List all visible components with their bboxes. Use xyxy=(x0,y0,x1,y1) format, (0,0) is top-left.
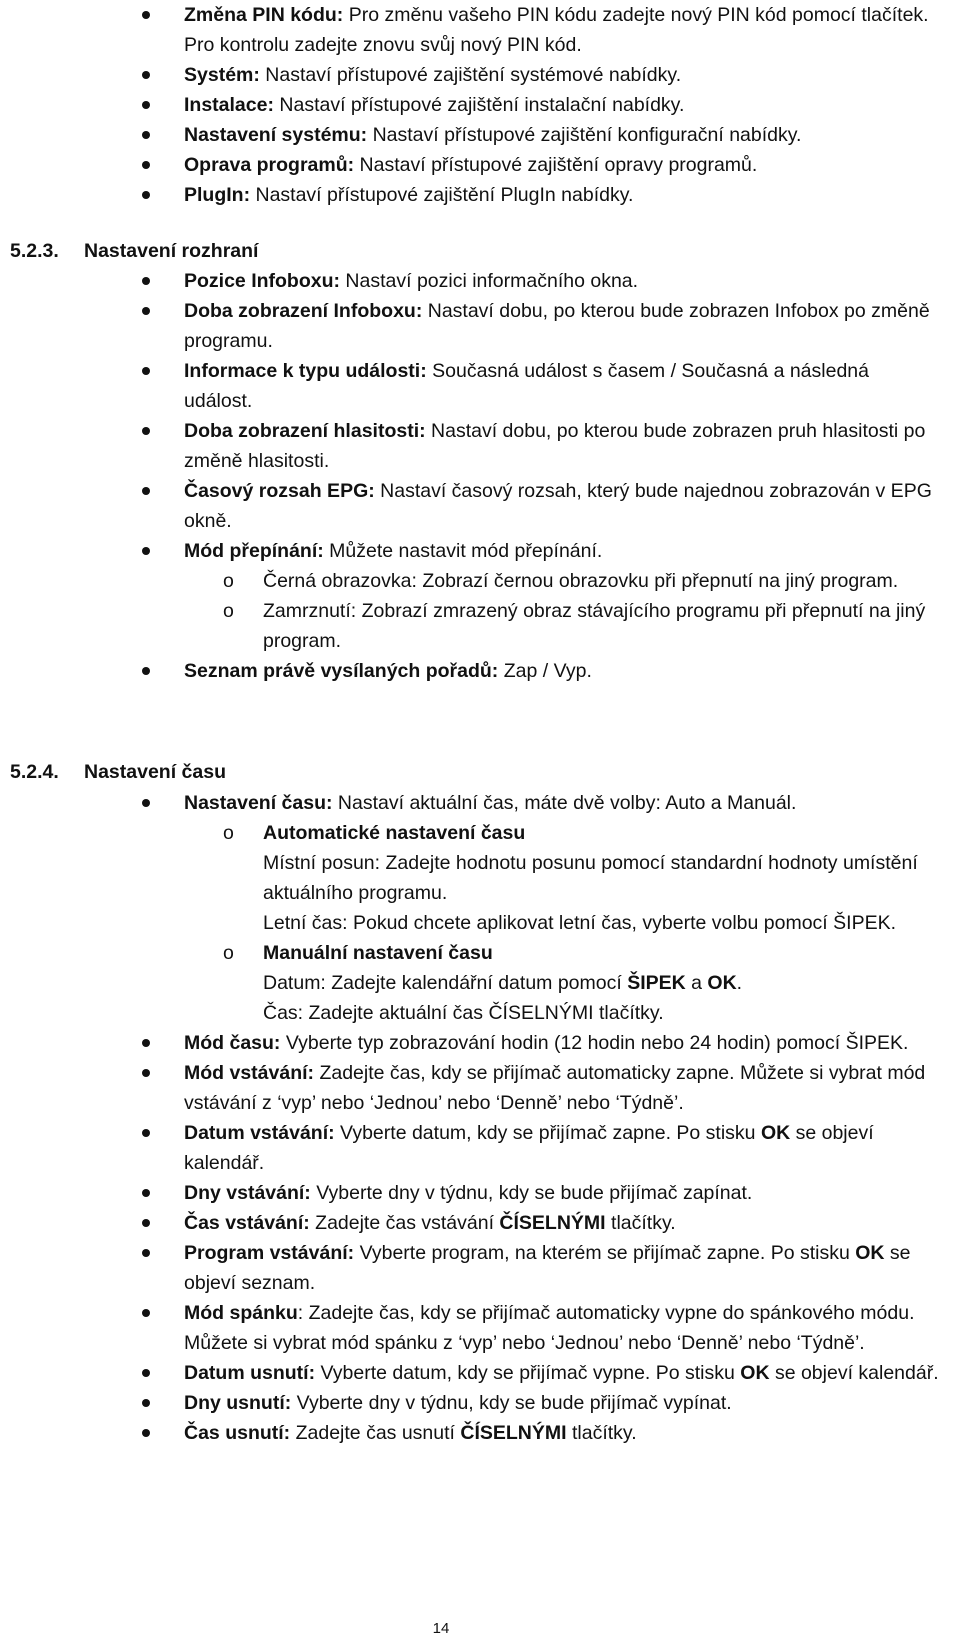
item-bold: ČÍSELNÝMI xyxy=(460,1422,567,1444)
item-text-2: se objeví kalendář. xyxy=(184,1122,874,1174)
item-text: Vyberte dny v týdnu, kdy se bude přijímač vypínat. xyxy=(291,1392,732,1414)
section-title: Nastavení rozhraní xyxy=(84,240,259,262)
item-term: Pozice Infoboxu: xyxy=(184,270,340,292)
item-term: Seznam právě vysílaných pořadů: xyxy=(184,660,499,682)
list-item xyxy=(0,356,960,416)
section-number: 5.2.4. xyxy=(10,761,59,783)
item-text: Vyberte dny v týdnu, kdy se bude přijímač zapínat. xyxy=(310,1182,753,1204)
item-term: Mód času: xyxy=(184,1032,281,1054)
list-item xyxy=(0,120,960,150)
time-text: Čas: Zadejte aktuální čas ČÍSELNÝMI tlačítky. xyxy=(263,1002,664,1024)
item-text: Vyberte typ zobrazování hodin (12 hodin nebo 24 hodin) pomocí ŠIPEK. xyxy=(280,1032,909,1054)
item-text: Nastaví dobu, po kterou bude zobrazen pruh hlasitosti po změně hlasitosti. xyxy=(184,420,926,472)
item-term: Dny vstávání: xyxy=(184,1182,311,1204)
list-item xyxy=(0,296,960,356)
list-item xyxy=(0,1298,960,1358)
section-number: 5.2.3. xyxy=(10,240,59,262)
item-term: Oprava programů: xyxy=(184,154,355,176)
page-number: 14 xyxy=(432,1620,450,1637)
item-text: Současná událost s časem / Současná a následná událost. xyxy=(184,360,869,412)
list-item xyxy=(0,1028,960,1058)
item-text: Vyberte datum, kdy se přijímač vypne. Po stisku xyxy=(315,1362,741,1384)
circle-bullet-icon: o xyxy=(223,822,234,844)
item-text-2: se objeví kalendář. xyxy=(769,1362,939,1384)
item-bold: ČÍSELNÝMI xyxy=(499,1212,606,1234)
item-term: Datum usnutí: xyxy=(184,1362,316,1384)
item-text-2: se objeví seznam. xyxy=(184,1242,911,1294)
item-term: Doba zobrazení Infoboxu: xyxy=(184,300,423,322)
list-item xyxy=(0,1058,960,1118)
item-text: Zadejte čas, kdy se přijímač automaticky zapne. Můžete si vybrat mód vstávání z ‘vyp’ nebo ‘Jednou’ nebo ‘Denně’ nebo ‘Týdně’. xyxy=(184,1062,926,1114)
sub-item-text: Černá obrazovka: Zobrazí černou obrazovku při přepnutí na jiný program. xyxy=(263,570,899,592)
item-text: Nastaví aktuální čas, máte dvě volby: Auto a Manuál. xyxy=(332,792,797,814)
date-text-b: ŠIPEK xyxy=(627,972,686,994)
local-offset-text: Místní posun: Zadejte hodnotu posunu pomocí standardní hodnoty umístění aktuálního programu. xyxy=(263,852,918,904)
item-text: Zadejte čas usnutí xyxy=(290,1422,461,1444)
item-text: Nastaví časový rozsah, který bude najednou zobrazován v EPG okně. xyxy=(184,480,932,532)
sub-list-item xyxy=(181,818,940,938)
item-text: Můžete nastavit mód přepínání. xyxy=(323,540,603,562)
list-item xyxy=(0,90,960,120)
item-term: PlugIn: xyxy=(184,184,251,206)
item-text: Zap / Vyp. xyxy=(498,660,592,682)
item-text: Nastaví přístupové zajištění PlugIn nabídky. xyxy=(250,184,634,206)
sub-list-item xyxy=(181,566,940,596)
list-item xyxy=(0,1388,960,1418)
item-bold: OK xyxy=(760,1122,791,1144)
item-term: Nastavení systému: xyxy=(184,124,368,146)
circle-bullet-icon: o xyxy=(223,942,234,964)
list-item xyxy=(0,536,960,656)
item-text: Pro změnu vašeho PIN kódu zadejte nový PIN kód pomocí tlačítek. Pro kontrolu zadejte znovu svůj nový PIN kód. xyxy=(184,4,929,56)
sub-list-item xyxy=(181,596,940,656)
sub-item-text: Zamrznutí: Zobrazí zmrazený obraz stávajícího programu při přepnutí na jiný program. xyxy=(263,600,926,652)
manual-time-title: Manuální nastavení času xyxy=(263,942,493,964)
list-item xyxy=(0,1358,960,1388)
item-text: Nastaví přístupové zajištění opravy programů. xyxy=(354,154,758,176)
item-text: Zadejte čas vstávání xyxy=(309,1212,500,1234)
list-item xyxy=(0,266,960,296)
list-item xyxy=(0,476,960,536)
access-settings-list xyxy=(0,0,960,210)
section-heading-524 xyxy=(10,757,226,787)
item-term: Mód spánku xyxy=(184,1302,298,1324)
item-bold: OK xyxy=(855,1242,885,1264)
list-item xyxy=(0,416,960,476)
list-item xyxy=(0,60,960,90)
time-mode-options xyxy=(184,818,940,1028)
item-term: Mód přepínání: xyxy=(184,540,324,562)
item-text: Nastaví přístupové zajištění konfigurační nabídky. xyxy=(367,124,802,146)
item-term: Program vstávání: xyxy=(184,1242,355,1264)
switch-mode-options xyxy=(184,566,940,656)
list-item xyxy=(0,150,960,180)
item-text: Nastaví přístupové zajištění instalační nabídky. xyxy=(273,94,685,116)
date-text-c: a xyxy=(685,972,708,994)
item-term: Informace k typu události: xyxy=(184,360,427,382)
section-title: Nastavení času xyxy=(84,761,226,783)
item-term: Nastavení času: xyxy=(184,792,333,814)
list-item xyxy=(0,1118,960,1178)
list-item xyxy=(0,1418,960,1448)
item-term: Doba zobrazení hlasitosti: xyxy=(184,420,426,442)
time-settings-list xyxy=(0,788,960,1448)
item-term: Změna PIN kódu: xyxy=(184,4,344,26)
item-term: Mód vstávání: xyxy=(184,1062,315,1084)
section-heading-523 xyxy=(10,236,258,266)
list-item xyxy=(0,1238,960,1298)
item-term: Čas usnutí: xyxy=(184,1422,291,1444)
item-text: Vyberte program, na kterém se přijímač zapne. Po stisku xyxy=(354,1242,856,1264)
date-text-d: OK xyxy=(707,972,737,994)
summer-time-text: Letní čas: Pokud chcete aplikovat letní čas, vyberte volbu pomocí ŠIPEK. xyxy=(263,912,897,934)
item-text: Nastaví přístupové zajištění systémové nabídky. xyxy=(259,64,682,86)
list-item xyxy=(0,1178,960,1208)
list-item xyxy=(0,180,960,210)
interface-settings-list xyxy=(0,266,960,686)
circle-bullet-icon: o xyxy=(223,600,234,622)
circle-bullet-icon: o xyxy=(223,570,234,592)
list-item xyxy=(0,656,960,686)
item-text: Vyberte datum, kdy se přijímač zapne. Po stisku xyxy=(334,1122,761,1144)
item-text-2: tlačítky. xyxy=(566,1422,637,1444)
item-term: Systém: xyxy=(184,64,260,86)
item-bold: OK xyxy=(740,1362,770,1384)
list-item xyxy=(0,1208,960,1238)
list-item xyxy=(0,788,960,1028)
date-text-e: . xyxy=(736,972,743,994)
auto-time-title: Automatické nastavení času xyxy=(263,822,526,844)
sub-list-item xyxy=(181,938,940,1028)
item-text-2: tlačítky. xyxy=(605,1212,676,1234)
item-text: Nastaví pozici informačního okna. xyxy=(340,270,639,292)
item-text: Nastaví dobu, po kterou bude zobrazen Infobox po změně programu. xyxy=(184,300,930,352)
date-text xyxy=(263,968,940,998)
list-item xyxy=(0,0,960,60)
item-term: Čas vstávání: xyxy=(184,1212,310,1234)
item-term: Dny usnutí: xyxy=(184,1392,292,1414)
date-text-a: Datum: Zadejte kalendářní datum pomocí xyxy=(263,972,628,994)
item-term: Časový rozsah EPG: xyxy=(184,480,375,502)
item-text: : Zadejte čas, kdy se přijímač automaticky vypne do spánkového módu. Můžete si vybrat mód spánku z ‘vyp’ nebo ‘Jednou’ nebo ‘Denně’ nebo ‘Týdně’. xyxy=(184,1302,915,1354)
item-term: Datum vstávání: xyxy=(184,1122,335,1144)
item-term: Instalace: xyxy=(184,94,274,116)
